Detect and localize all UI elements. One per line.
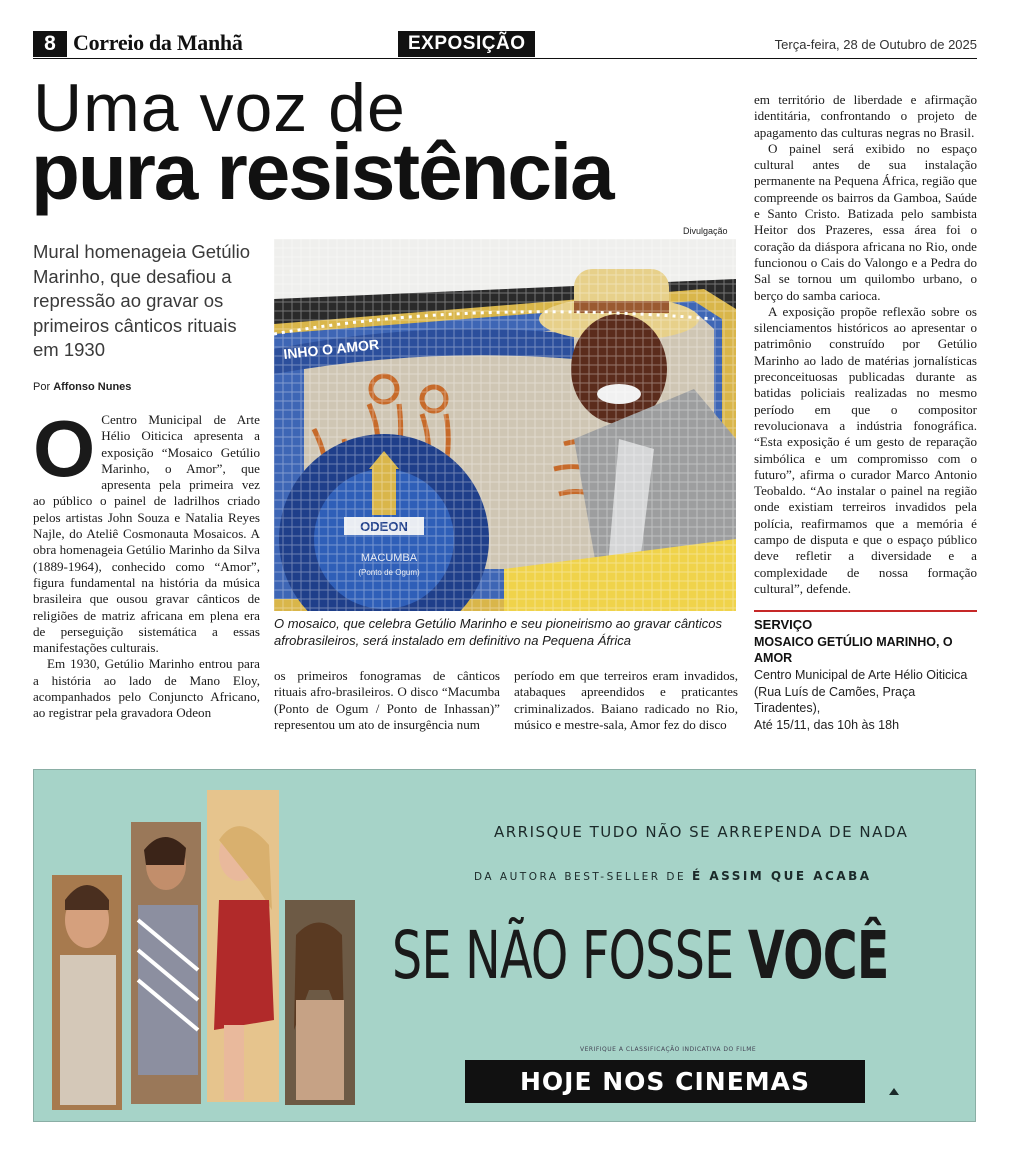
ad-author-book: É ASSIM QUE ACABA (691, 869, 872, 883)
article-column-2 (274, 668, 500, 733)
service-venue: Centro Municipal de Arte Hélio Oiticica (Rua Luís de Camões, Praça Tiradentes), (754, 668, 968, 715)
ad-author-line (474, 869, 872, 883)
service-rule (754, 610, 977, 612)
newspaper-name: Correio da Manhã (73, 30, 243, 55)
dateline: Terça-feira, 28 de Outubro de 2025 (774, 37, 977, 52)
service-dates: Até 15/11, das 10h às 18h (754, 717, 900, 732)
article-column-1 (33, 404, 260, 722)
article-deck: Mural homenageia Getúlio Marinho, que desafiou a repressão ao gravar os primeiros cânticos rituais em 1930 (33, 241, 250, 360)
header-rule (33, 58, 977, 59)
headline-line-1: Uma voz de (33, 70, 406, 146)
dropcap: O (33, 404, 96, 493)
photo-credit: Divulgação (683, 226, 728, 236)
paragraph-1: Centro Municipal de Arte Hélio Oiticica apresenta a exposição “Mosaico Getúlio Marinho, o Amor”, que apresenta pela primeira vez ao público o painel de ladrilhos criado pelos artistas John Souza e Natalia Reyes Najle, do Ateliê Cosmonauta Mosaicos. A obra homenageia Getúlio Marinho da Silva (1889-1964), conhecido como “Amor”, figura fundamental na história da música brasileira que ousou gravar cânticos de religiões de matriz africana em plena era de perseguição sistemática a essas manifestações culturais. (33, 412, 260, 656)
ad-cta-button[interactable]: HOJE NOS CINEMAS (465, 1060, 865, 1103)
paragraph-col4-2: O painel será exibido no espaço cultural antes de sua instalação permanente na Pequena África, região que compreende os bairros da Gamboa, Saúde e Santo Cristo. Batizada pelo sambista Heitor dos Prazeres, essa área foi o coração da diáspora africana no Rio, onde funcionou o Cais do Valongo e a Pedra do Sal se tornou um quilombo urbano, o berço do samba carioca. (754, 140, 977, 303)
article-column-3 (514, 668, 738, 733)
mosaic-amor-text: INHO O AMOR (282, 336, 380, 362)
ad-title-part-2: VOCÊ (747, 917, 889, 994)
paragraph-col4-1: em território de liberdade e afirmação identitária, confrontando o projeto de apagamento das culturas negras no Brasil. (754, 92, 977, 140)
service-details (754, 667, 974, 733)
ad-tagline: ARRISQUE TUDO NÃO SE ARREPENDA DE NADA (494, 823, 909, 841)
paragraph-2: Em 1930, Getúlio Marinho entrou para a história ao lado de Mano Eloy, acompanhados pelo Conjuncto Africano, ao registrar pela gravadora Odeon (33, 656, 260, 721)
service-event-name: MOSAICO GETÚLIO MARINHO, O AMOR (754, 635, 953, 665)
photo-caption: O mosaico, que celebra Getúlio Marinho e seu pioneirismo ao gravar cânticos afrobrasileiros, será instalado em definitivo na Pequena África (274, 616, 723, 648)
section-label: EXPOSIÇÃO (398, 31, 535, 57)
ad-title-part-1: SE NÃO FOSSE (392, 917, 734, 994)
byline-author: Affonso Nunes (53, 381, 132, 393)
movie-advertisement[interactable] (33, 769, 976, 1122)
article-column-4 (754, 92, 977, 597)
studio-logo-icon (889, 1086, 899, 1096)
ad-movie-title (392, 917, 889, 994)
paragraph-col3: período em que terreiros eram invadidos, atabaques apreendidos e praticantes criminalizados. Baiano radicado no Rio, músico e mestre-sala, Amor fez do disco (514, 668, 738, 732)
paragraph-col2: os primeiros fonogramas de cânticos rituais afro-brasileiros. O disco “Macumba (Ponto de Ogum / Ponto de Inhassan)” representou um ato de insurgência num (274, 668, 500, 732)
byline-prefix: Por (33, 381, 51, 393)
ad-author-prefix: DA AUTORA BEST-SELLER DE (474, 871, 687, 883)
byline (33, 381, 131, 393)
page-number: 8 (33, 31, 67, 57)
ad-rating-note: VERIFIQUE A CLASSIFICAÇÃO INDICATIVA DO FILME (580, 1046, 757, 1053)
ad-poster-photos (34, 770, 374, 1122)
headline-line-2: pura resistência (31, 127, 613, 216)
service-title: SERVIÇO (754, 617, 813, 632)
mosaic-photo (274, 239, 736, 611)
paragraph-col4-3: A exposição propõe reflexão sobre os silenciamentos históricos ao apresentar o patrimônio construído por Getúlio Marinho ao lado de matérias jornalísticas preconceituosas publicadas durante as batidas policiais realizadas no mesmo período em que o compositor revolucionava a indústria fonográfica. “Esta exposição é um gesto de reparação simbólica e um compromisso com o futuro”, afirma o curador Marco Antonio Teobaldo. “Ao instalar o painel na região onde existiam terreiros invadidos pela polícia, reafirmamos que a memória é campo de disputa e que o espaço público deve refletir a diversidade e a complexidade de nossa formação cultural”, defende. (754, 303, 977, 596)
